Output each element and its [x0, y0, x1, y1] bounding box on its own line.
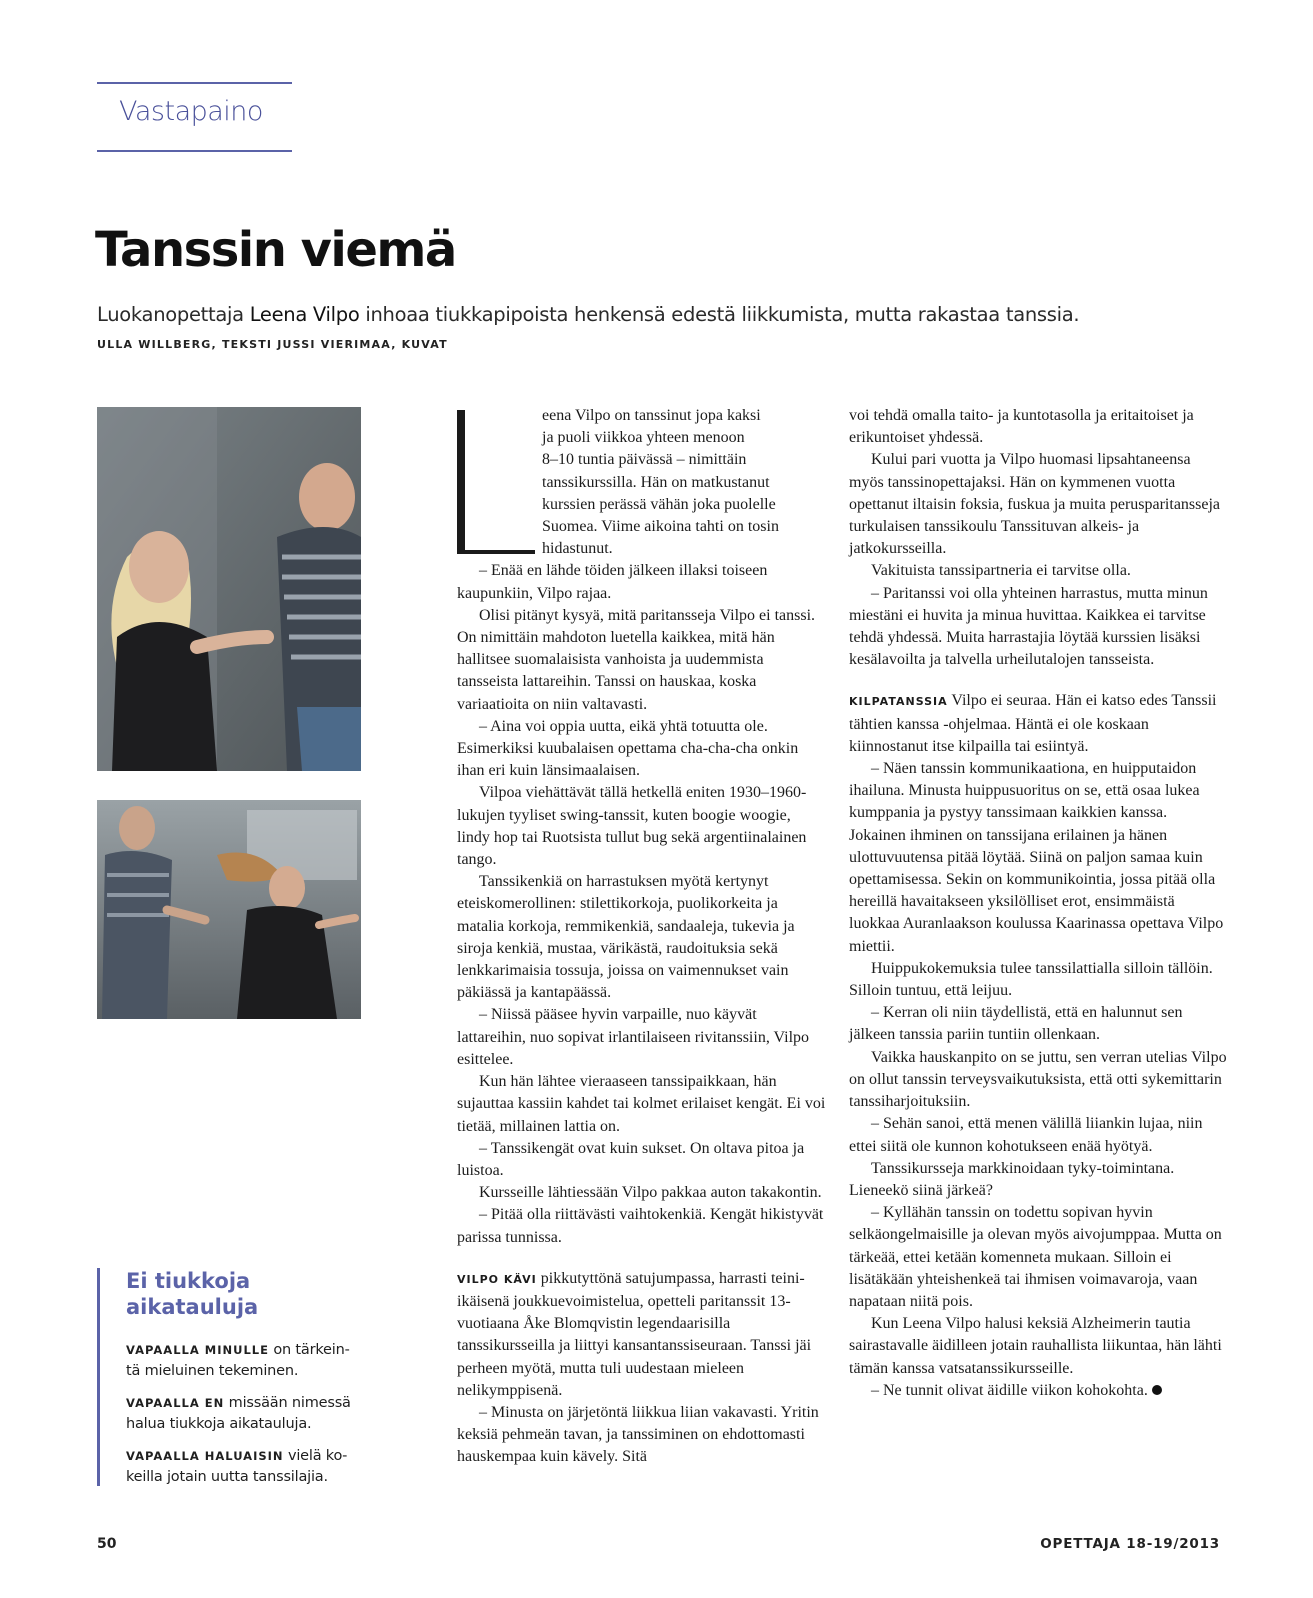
lead-after: inhoaa tiukkapipoista henkensä edestä liikkumista, mutta rakastaa tanssia. — [359, 303, 1080, 326]
body-paragraph: – Tanssikengät ovat kuin sukset. On oltava pitoa ja luistoa. — [457, 1139, 805, 1179]
dropcap-line: ja puoli viikkoa yhteen menoon — [542, 429, 745, 447]
sidebar-text: on tärkeintä mieluinen tekeminen. — [126, 1342, 350, 1379]
body-paragraph: – Pitää olla riittävästi vaihtokenkiä. Kengät hikistyvät parissa tunnissa. — [457, 1206, 824, 1246]
body-paragraph: Kursseille lähtiessään Vilpo pakkaa auton takakontin. — [479, 1184, 822, 1202]
sidebar-keyword: VAPAALLA MINULLE — [126, 1343, 269, 1357]
sidebar-item — [126, 1446, 356, 1488]
article-column-middle — [457, 405, 827, 1469]
paragraph-text: Vilpo ei seuraa. Hän ei katso edes Tanssii tähtien kanssa -ohjelmaa. Häntä ei ole koskaan kiinnostanut itse kilpailla tai esiintyä. — [849, 692, 1217, 755]
body-paragraph-lead — [849, 690, 1227, 758]
sidebar-item — [126, 1393, 356, 1435]
dropcap-line: kurssien perässä vähän joka puolelle — [542, 495, 776, 513]
body-paragraph: – Kerran oli niin täydellistä, että en halunnut sen jälkeen tanssia pariin tuntiin ollenkaan. — [849, 1004, 1183, 1044]
body-paragraph: Kului pari vuotta ja Vilpo huomasi lipsahtaneensa myös tanssinopettajaksi. Hän on kymmenen vuotta opettanut iltaisin foksia, fuskua ja muita perusparitansseja turkulaisen tanssikoulu Tanssituvan alkeis- ja jatkokursseilla. — [849, 451, 1221, 558]
body-paragraph: – Enää en lähde töiden jälkeen illaksi toiseen kaupunkiin, Vilpo rajaa. — [457, 562, 768, 602]
body-paragraph-lead — [457, 1268, 827, 1402]
body-paragraph: Vaikka hauskanpito on se juttu, sen verran utelias Vilpo on ollut tanssin terveysvaikutuksista, että otti sykemittarin tanssiharjoituksiin. — [849, 1048, 1227, 1111]
body-paragraph: Kun Leena Vilpo halusi keksiä Alzheimerin tautia sairastavalle äidilleen jotain rauhallista liikuntaa, hän lähti tämän kanssa vatsatanssikursseille. — [849, 1315, 1222, 1377]
page-number: 50 — [97, 1536, 117, 1552]
paragraph-text: pikkutyttönä satujumpassa, harrasti teini-ikäisenä joukkuevoimistelua, opetteli paritanssit 13-vuotiaana Åke Blomqvistin legendaarisilla tanssikursseilla ja liittyi kansantanssiseuraan. Tanssi jäi perheen myötä, mutta tuli uudestaan mieleen nelikymppisenä. — [457, 1269, 812, 1399]
body-paragraph: voi tehdä omalla taito- ja kuntotasolla ja eritaitoiset ja erikuntoiset yhdessä. — [849, 407, 1194, 447]
section-label-box — [97, 82, 292, 152]
sidebar-item — [126, 1340, 356, 1382]
body-paragraph: – Kyllähän tanssin on todettu sopivan hyvin selkäongelmaisille ja olevan myös aivojumppaa. Mutta on tärkeää, ettei ketään komenneta mukaan. Silloin ei lisätäkään yhteishenkeä tai ihmisen voimavaroja, vaan napataan niitä pois. — [849, 1204, 1222, 1310]
sidebar-box — [97, 1268, 367, 1486]
section-label: Vastapaino — [119, 96, 263, 127]
sidebar-text: missään nimessä halua tiukkoja aikatauluja. — [126, 1395, 351, 1432]
body-paragraph: Vilpoa viehättävät tällä hetkellä eniten 1930–1960-lukujen tyyliset swing-tanssit, kuten boogie woogie, lindy hop tai Ruotsista tullut bug sekä argentiinalainen tango. — [457, 784, 807, 869]
body-paragraph: – Aina voi oppia uutta, eikä yhtä totuutta ole. Esimerkiksi kuubalaisen opettama cha-cha-cha onkin ihan eri kuin länsimaalaisen. — [457, 717, 799, 780]
body-paragraph-final — [849, 1380, 1227, 1402]
body-paragraph: – Niissä pääsee hyvin varpaille, nuo käyvät lattareihin, nuo sopivat irlantilaiseen rivitanssiin, Vilpo esittelee. — [457, 1006, 810, 1068]
body-paragraph: Huippukokemuksia tulee tanssilattialla silloin tällöin. Silloin tuntuu, että leijuu. — [849, 959, 1213, 1000]
body-paragraph: – Paritanssi voi olla yhteinen harrastus, mutta minun miestäni ei huvita ja minua huvittaa. Kaikkea ei tarvitse tehdä yhdessä. Muita harrastajia löytää kurssien lisäksi kesälavoilta ja talvella urheilutalojen tansseista. — [849, 584, 1208, 669]
body-paragraph: Olisi pitänyt kysyä, mitä paritansseja Vilpo ei tanssi. On nimittäin mahdoton luetella kaikkea, mitä hän hallitsee suomalaisista vanhoista ja uudemmista tansseista lattareihin. Tanssi on hauskaa, koska variaatioita on niin valtavasti. — [457, 606, 816, 713]
dropcap-line: hidastunut. — [542, 540, 613, 558]
end-mark-icon — [1152, 1385, 1162, 1395]
lead-name: Leena Vilpo — [249, 303, 360, 326]
body-paragraph: Vakituista tanssipartneria ei tarvitse olla. — [871, 562, 1131, 580]
body-paragraph: Tanssikursseja markkinoidaan tyky-toimintana. Lieneekö siinä järkeä? — [849, 1159, 1175, 1199]
byline: ULLA WILLBERG, TEKSTI JUSSI VIERIMAA, KUVAT — [97, 338, 448, 351]
body-paragraph: – Sehän sanoi, että menen välillä liiankin lujaa, niin ettei siitä ole kunnon kohotukseen enää hyötyä. — [849, 1115, 1203, 1155]
dropcap-line: tanssikurssilla. Hän on matkustanut — [542, 473, 770, 491]
body-paragraph: – Näen tanssin kommunikaationa, en huipputaidon ihailuna. Minusta huippusuoritus on se, että osaa lukea kumppania ja pystyy tanssimaan kaikkien kanssa. Jokainen ihminen on tanssijana erilainen ja hänen ulottuvuutensa pitää löytää. Siinä on paljon samaa kuin opettamisessa. Sekin on kommunikointia, jossa pitää olla hereillä havaitakseen yksilölliset erot, ensimmäistä luokkaa Auranlaakson koulussa Kaarinassa opettava Vilpo miettii. — [849, 760, 1224, 955]
body-paragraph: – Minusta on järjetöntä liikkua liian vakavasti. Yritin keksiä pehmeän tavan, ja tanssiminen on ehdottomasti hauskempaa kuin kävely. Sitä — [457, 1403, 819, 1466]
paragraph-keyword: VILPO KÄVI — [457, 1272, 537, 1286]
photo-couple-dancing — [97, 407, 361, 771]
issue-label: OPETTAJA 18-19/2013 — [1040, 1536, 1220, 1552]
dropcap-line: eena Vilpo on tanssinut jopa kaksi — [542, 407, 761, 424]
dropcap-line: Suomea. Viime aikoina tahti on tosin — [542, 518, 779, 536]
body-paragraph: Tanssikenkiä on harrastuksen myötä kertynyt eteiskomerollinen: stilettikorkoja, puolikorkeita ja matalia korkoja, remmikenkiä, sandaaleja, tukevia ja siroja kenkiä, mustaa, värikästä, raudoituksia sekä lenkkarimaisia tossuja, joissa on vaimennukset vain päkiässä ja kantapäässä. — [457, 873, 795, 1002]
dropcap-line: 8–10 tuntia päivässä – nimittäin — [542, 451, 747, 469]
photo-dance-spin — [97, 800, 361, 1019]
article-title: Tanssin viemä — [95, 222, 456, 278]
article-column-right — [849, 405, 1227, 1402]
paragraph-keyword: KILPATANSSIA — [849, 695, 948, 709]
article-lead — [97, 303, 1079, 326]
body-paragraph: Kun hän lähtee vieraaseen tanssipaikkaan, hän sujauttaa kassiin kahdet tai kolmet erilaiset kengät. Ei voi tietää, millainen lattia on. — [457, 1073, 826, 1135]
sidebar-heading: Ei tiukkoja aikatauluja — [126, 1269, 259, 1319]
sidebar-keyword: VAPAALLA HALUAISIN — [126, 1449, 284, 1463]
final-text: – Ne tunnit olivat äidille viikon kohokohta. — [871, 1381, 1148, 1399]
sidebar-keyword: VAPAALLA EN — [126, 1396, 225, 1410]
sidebar-text: vielä kokeilla jotain uutta tanssilajia. — [126, 1448, 348, 1485]
lead-before: Luokanopettaja — [97, 303, 250, 326]
